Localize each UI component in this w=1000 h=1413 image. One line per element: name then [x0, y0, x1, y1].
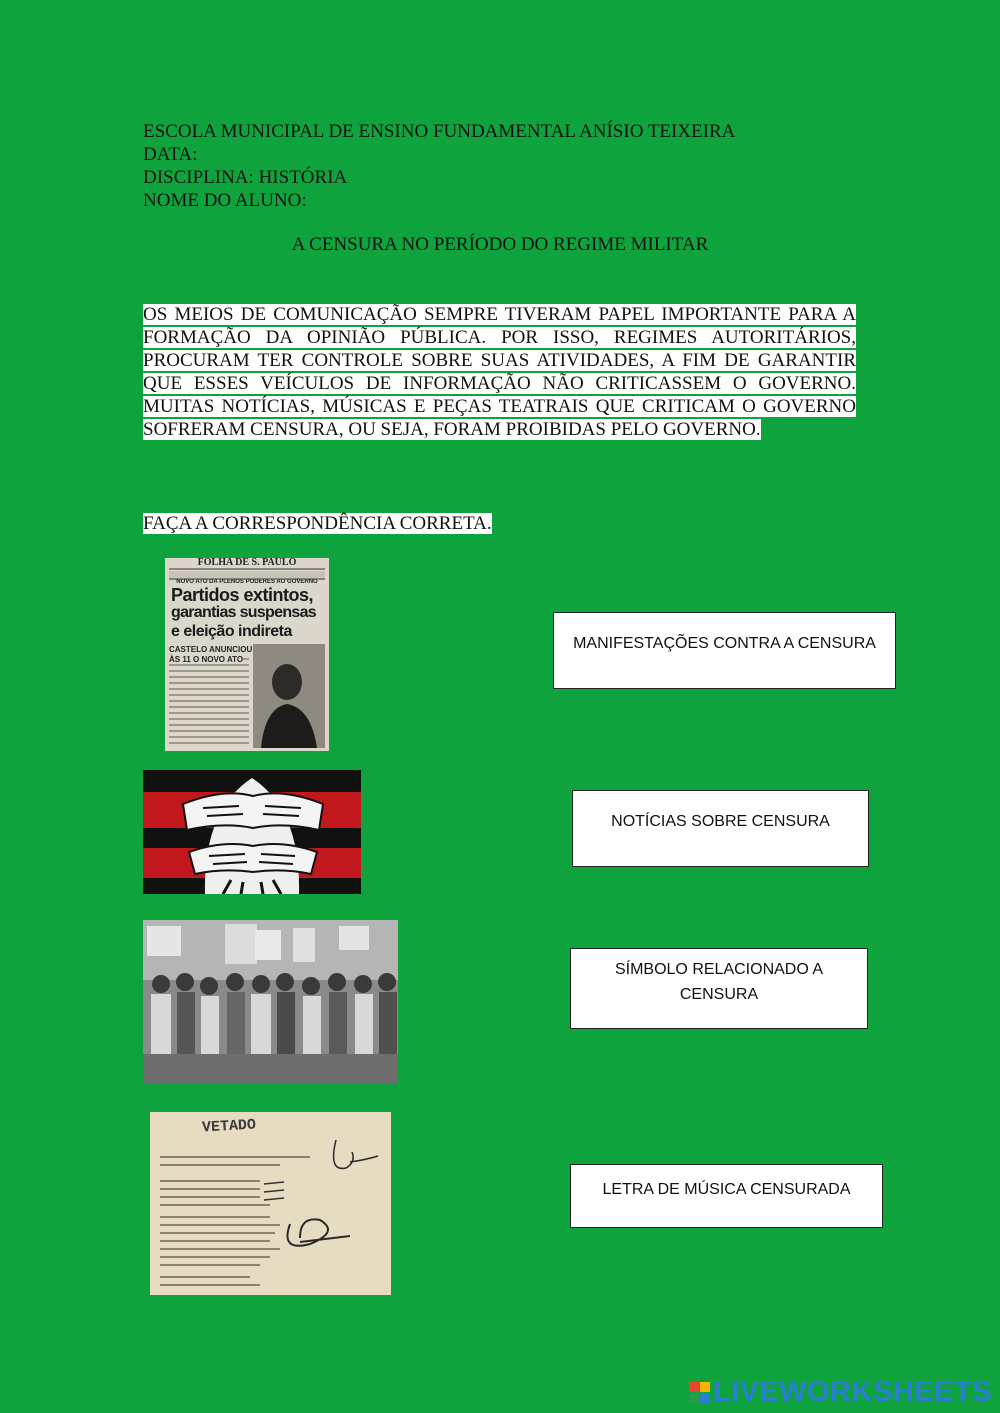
logo-text: LIVEWORKSHEETS	[712, 1376, 992, 1408]
school-name: ESCOLA MUNICIPAL DE ENSINO FUNDAMENTAL ANÍSIO TEIXEIRA	[143, 121, 736, 142]
answer-box-protests-label: MANIFESTAÇÕES CONTRA A CENSURA	[573, 635, 876, 652]
subject-label: DISCIPLINA: HISTÓRIA	[143, 167, 348, 188]
newspaper-subhead: NOVO ATO DA PLENOS PODERES AO GOVERNO	[176, 579, 318, 585]
answer-box-lyrics[interactable]	[570, 1164, 883, 1228]
liveworksheets-logo	[689, 1376, 992, 1409]
logo-icon	[689, 1382, 710, 1403]
answer-box-symbol-label: SÍMBOLO RELACIONADO A CENSURA	[614, 961, 824, 1003]
answer-box-lyrics-label: LETRA DE MÚSICA CENSURADA	[602, 1181, 851, 1198]
newspaper-headline-3: e eleição indireta	[171, 623, 292, 640]
answer-box-protests[interactable]	[553, 612, 896, 689]
answer-box-symbol[interactable]	[570, 948, 868, 1029]
vetoed-lyrics-image	[150, 1112, 391, 1295]
answer-box-news[interactable]	[572, 790, 869, 867]
newspaper-masthead: FOLHA DE S. PAULO	[197, 558, 297, 568]
newspaper-caption-1: CASTELO ANUNCIOU	[169, 645, 253, 654]
vetoed-stamp: VETADO	[201, 1116, 257, 1137]
intro-paragraph: OS MEIOS DE COMUNICAÇÃO SEMPRE TIVERAM PAPEL IMPORTANTE PARA A FORMAÇÃO DA OPINIÃO PÚBLICA. POR ISSO, REGIMES AUTORITÁRIOS, PROCURAM TER CONTROLE SOBRE SUAS ATIVIDADES, A FIM DE GARANTIR QUE ESSES VEÍCULOS DE INFORMAÇÃO NÃO CRITICASSEM O GOVERNO. MUITAS NOTÍCIAS, MÚSICAS E PEÇAS TEATRAIS QUE CRITICAM O GOVERNO SOFRERAM CENSURA, OU SEJA, FORAM PROIBIDAS PELO GOVERNO.	[143, 304, 856, 440]
newspaper-headline-2: garantias suspensas	[171, 604, 316, 621]
newspaper-caption-2: ÀS 11 O NOVO ATO	[169, 655, 244, 664]
censorship-symbol-image	[143, 770, 361, 894]
newspaper-image	[165, 558, 329, 751]
student-name-label: NOME DO ALUNO:	[143, 190, 307, 211]
date-label: DATA:	[143, 144, 198, 165]
instruction: FAÇA A CORRESPONDÊNCIA CORRETA.	[143, 513, 492, 534]
protest-photo-image	[143, 920, 398, 1083]
answer-box-news-label: NOTÍCIAS SOBRE CENSURA	[611, 813, 830, 830]
worksheet-title: A CENSURA NO PERÍODO DO REGIME MILITAR	[291, 234, 709, 255]
worksheet-header	[143, 120, 735, 212]
newspaper-headline-1: Partidos extintos,	[171, 585, 314, 605]
